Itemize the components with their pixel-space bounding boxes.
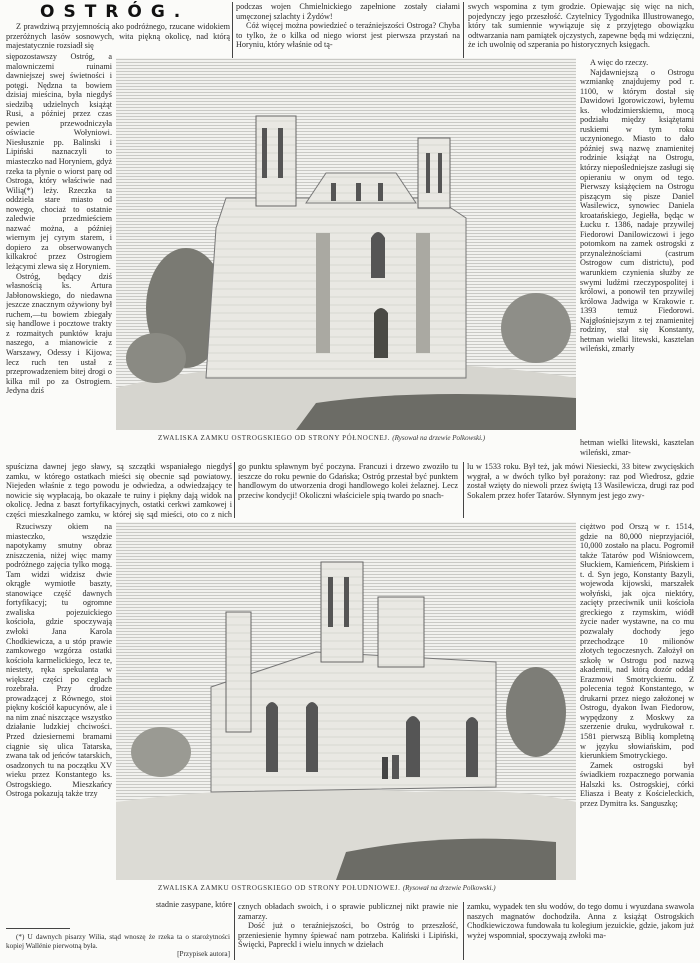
col1-text-3: Rzuciwszy okiem na miasteczko, wszędzie napotykamy smutny obraz zniszczenia, niżej więc mamy podróżnego zajęcia tylko mogą. Tam widzi widzisz dwie okrągłe wymiotłe baszty, stanowiące część dawnych fortyfikacyj; tu ogromne zwaliska pojezuickiego kościoła, gdzie spoczywają zwłoki Jana Karola Chodkiewicza, a u stóp prawie zamkowego wzgórza ostatki kościoła karmelickiego, lecz te, niestety, ręka spekulanta w większej części po ceglach rozebrała. Przy drodze prowadzącej z Równego, stoi piękny kościół kapucynów, ale i na nim znać niszczące wszystko działanie ludzkiej chciwości. Przed dziesiernemi bramami ciągnie się ulica Tatarska, zwana tak od jeńców tatarskich, osadzonych tu na początku XV wieku przez Konstantego ks. Ostrogskiego. Mieszkańcy Ostroga pokazują także trzy — [6, 522, 112, 799]
bush-left — [126, 333, 186, 383]
left-column-cont — [6, 440, 112, 462]
caption-south — [158, 884, 496, 892]
right-column-cont — [580, 438, 694, 462]
bottom-center-paragraph — [238, 902, 458, 962]
ruins-engraving-north — [116, 58, 576, 430]
col3-text-1: swych wspomina z tym grodzie. Opiewając się więc na nich, pojedynczy jego przeszłość. Czytelnicy Tygodnika Illustrowanego, który tak sumiennie wywiązuje się z przyjętego obowiązku odtwarzania nam pamiątek ojczystych, zapewne będą mi wdzięczni, że ich uwolnię od szperania po historycznych księgach. — [468, 2, 694, 50]
column-divider — [234, 462, 235, 518]
right-tower — [418, 138, 450, 208]
col2-text-2: Cóż więcej można powiedzieć o teraźniejszości Ostroga? Chyba to tylko, że o kilka od niego wiorst jest pierwsza przystań na Horyniu, który właśnie od tą- — [236, 21, 460, 50]
caption-north — [158, 434, 485, 442]
column-divider — [463, 902, 464, 960]
column-divider — [463, 462, 464, 518]
bottom-right-paragraph — [467, 902, 694, 962]
illustration-north-ruins — [116, 58, 576, 430]
mid-left-text: spuścizna dawnej jego sławy, są szczątki wspaniałego niegdyś zamku, w którego ostatkach mieści się obecnie sąd powiatowy. Niejeden właśnie z tego powodu je odwiedza, a odwiedzający te nowicie się wypłacają, bo okazałe te ruiny i piękny dają widok na okolicę. Jedna z baszt fortyfikacyjnych, ostatki cerkwi zamkowej i części mieszkalnego zamku, w której się sąd mieści, oto co z nich — [6, 462, 232, 519]
buttress — [416, 233, 430, 353]
tree-right — [501, 293, 571, 363]
right-column-lower — [580, 522, 694, 894]
col3-text-c: ciężtwo pod Orszą w r. 1514, gdzie na 80,000 nieprzyjaciół, 10,000 zostało na placu. Pogromił także Tatarów pod Wiśniowcem, Słuckiem, Kamieńcem, Pińskiem i t. d. Syn jego, Konstanty Bazyli, wojewoda kijowski, marszałek wołyński, jak ojca niektóry, zacięty przeciwnik unii kościoła greckiego z rzymskim, wiódł życie nader wystawne, na co mu pozwalały dochody jego przechodzące 10 milionów złotych tegoczesnych. Założył on szkołę w Ostrogu pod nazwą akademii, nad którą dozór oddał Erazmowi Smotryckiemu. Z polecenia tegoż Konstantego, w drukarni przez niego założonej w Ostrogu, dyakon Iwan Fiedorow, wypędzony z Moskwy za szerzenie druku, wydrukował r. 1581 pierwszą Biblią kompletną w języku słowiańskim, pod kierunkiem Smotryckiego. — [580, 522, 694, 761]
caption-south-sub: (Rysował na drzewie Polkowski.) — [402, 884, 496, 892]
mid-center-text: go punktu spławnym być poczyna. Francuzi i drzewo zwoziło tu ieszcze do roku pewnie do Gdańska; Ostróg przestał być punktem handlowym do utworzenia drogi handlowego kolei żelaznej. Lecz przeciw kondycji! Okoliczni właściciele spią twardo po snach- — [238, 462, 458, 500]
arched-window — [371, 232, 385, 278]
figure — [382, 757, 388, 779]
central-tower — [321, 562, 363, 662]
col3-text-b: Najdawniejszą o Ostrogu wzmiankę znajdujemy pod r. 1100, w którym dostał się Dawidowi Igorowiczowi, byłemu ks. włodzimierskiemu, mocą podziału między książętami ruskiemi w tym roku uczynionego. Miasto to dało później swą nazwę znamienitej rodzinie książąt na Ostrogu, którzy niepośledniejsze zasługi się opieraniu w onym od tego. Pierwszy książęciem na Ostrogu piszącym się pisze Daniel Wasilewicz, synowiec Daniela kroatańskiego, Jegiełła, będąc w Łucku r. 1386, nadaje przywilej Fiedorowi Danilowiczowi i jego potomkom na zamek ostrogski z przynależnościami (castrum Ostrogow cum districtu), pod warunkiem czynienia służby ze swymi ludźmi rzeczypospolitej i królowi, a ponowił ten przywilej królowa Jadwiga w Krakowie r. 1393 temuż Fiedorowi. Najgłośniejszym z tej znamienitej rodziny, stał się Konstanty, hetman wielki litewski, kasztelan wileński, zmarły — [580, 67, 694, 354]
left-column-top — [6, 52, 112, 440]
illustration-south-ruins — [116, 522, 576, 880]
footnote — [6, 933, 230, 963]
column-divider — [232, 2, 233, 58]
mid-left-paragraph — [6, 462, 232, 520]
ruined-walls — [211, 652, 496, 792]
column-divider — [234, 902, 235, 960]
buttress — [316, 233, 330, 353]
caption-south-main: ZWALISKA ZAMKU OSTROGSKIEGO OD STRONY POŁUDNIOWEJ. — [158, 884, 401, 892]
ruins-engraving-south — [116, 522, 576, 880]
center-column-top — [236, 2, 460, 58]
footnote-signature: [Przypisek autora] — [177, 950, 230, 959]
article-title: OSTRÓG. — [40, 2, 190, 22]
bottom-left-line — [6, 900, 232, 912]
left-column-lower — [6, 522, 112, 900]
footnote-rule — [6, 928, 70, 929]
bottom-center-text-b: Dość już o teraźniejszości, bo Ostróg to przeszłość, przeniesienie hymny śpiewać nam potrzeba. Kaliński i Lipiński, Święcki, Papreckl i wielu innych w dziełach — [238, 921, 458, 950]
bottom-left-text: stadnie zasypane, które — [155, 900, 232, 909]
caption-north-sub: (Rysował na drzewie Polkowski.) — [392, 434, 486, 442]
col2-text-1: podczas wojen Chmielnickiego zapełnione zostały ciałami umęczonej szlachty i Żydów! — [236, 2, 460, 21]
mid-right-text: lu w 1533 roku. Był też, jak mówi Niesiecki, 33 bitew zwycięskich wygrał, a w dwóch tylko był porażony: raz pod Wiedrosz, gdzie został wzięty do niewoli przez świętą 13 Wasilewicza, drugi raz pod Sokalem przez hofer Tatarów. Słynnym jest jego zwy- — [467, 462, 694, 500]
bush-left — [131, 727, 191, 777]
column-divider — [463, 2, 464, 58]
tree-right — [506, 667, 566, 757]
footnote-text: (*) U dawnych pisarzy Wilia, stąd wnoszę że rzeka ta o starożytności kopiej Wallénie pierwotną była. — [6, 933, 230, 950]
right-column-top — [468, 2, 694, 58]
col1-text-2: Ostróg, będący dziś własnością ks. Artura Jabłonowskiego, do niedawna jeszcze znacznym ożywiony był ruchem,—tu bowiem zbiegały się handlowe i pocztowe trakty z rozmaitych punktów kraju naszego, a mianowicie z Warszawy, Odessy i Kijowa; lecz ruch ten ustał z przeprowadzeniem bitej drogi o kilka mil po za Ostrogiem. Jedyna dziś — [6, 271, 112, 396]
mid-right-text-b: hetman wielki litewski, kasztelan wileński, zmar- — [580, 438, 694, 457]
col1-text-1: siępozostawszy Ostróg, a malowniczemi ruinami dawniejszej swej świetności i potęgi. Nędzna ta bowiem dzisiaj mieścina, była niegdyś siedzibą udzielnych książąt Rusi, a później przez czas pewien przewodniczyła oświacie Wołyniowi. Niesłusznie pp. Balinski i Lipiński naznaczyli to miasteczko nad Horyniem, gdyż rzeka ta płynie o wiorst parę od Ostroga, który właściwie nad Wilią(*) leży. Rzeczka ta oddziela stare miasto od nowego, chociaż to ostatnie zaledwie przedmieściem nazwać można, a później wiernym jej cyrym starem, i dopiero za obserwowanych kilkakroć przez Ostrogiem leżącymi zlewa się z Horyniem. — [6, 52, 112, 272]
thin-tower — [226, 612, 251, 732]
right-tower — [378, 597, 424, 667]
bottom-center-text-a: cznych obładach swoich, i o sprawie publicznej nikt prawie nie zamarzy. — [238, 902, 458, 921]
mid-right-paragraph — [467, 462, 694, 520]
col3-text-a: A więc do rzeczy. — [590, 58, 649, 67]
bottom-right-text: zamku, wypadek ten słu wodów, do tego domu i wyuzdana swawola naszych magnatów dochodziła. Anna z książąt Ostrogskich Chodkiewiczowa fundowała tu kolegium jezuickie, gdzie, jakom już wyżej wspomniał, spoczywają zwłoki ma- — [467, 902, 694, 940]
col3-text-d: Zamek ostrogski był świadkiem rozpacznego porwania Halszki ks. Ostrogskiej, córki Eliasza i Beaty z Kościeleckich, przez Dymitra ks. Sanguszkę; — [580, 760, 694, 808]
intro-text: Z prawdziwą przyjemnością ako podróżnego, rzucane widokiem przeróżnych lasów sosnowych, wita piękną okolicę, nad którą majestatycznie rozsiadł się — [6, 22, 230, 51]
caption-north-main: ZWALISKA ZAMKU OSTROGSKIEGO OD STRONY PÓŁNOCNEJ. — [158, 434, 390, 442]
right-column-narrow — [580, 58, 694, 438]
arched-door — [374, 308, 388, 358]
mid-center-paragraph — [238, 462, 458, 520]
figure — [392, 755, 399, 779]
